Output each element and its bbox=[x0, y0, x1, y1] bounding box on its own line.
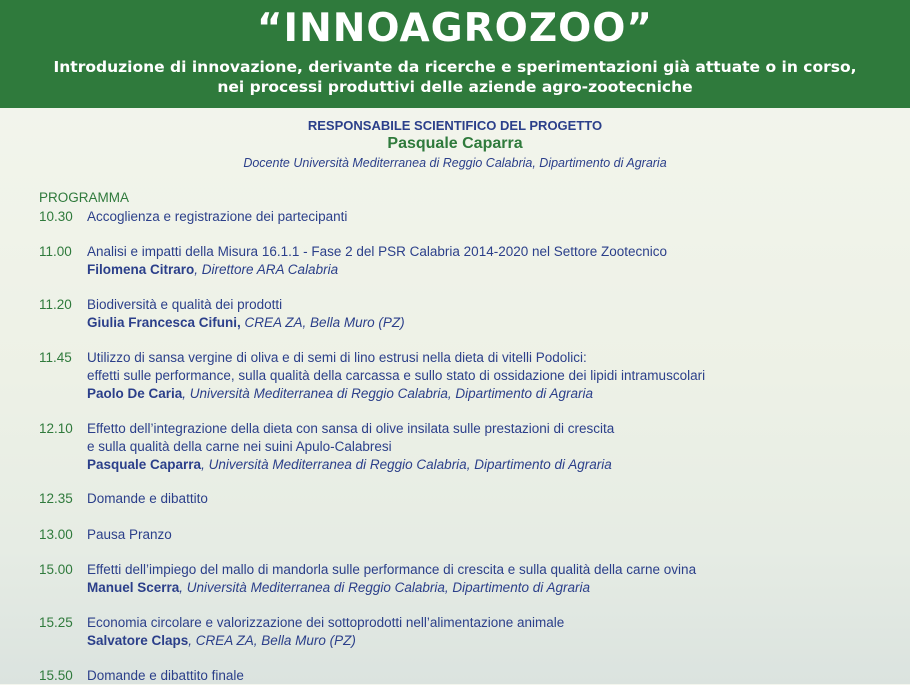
program-time: 15.00 bbox=[39, 562, 73, 577]
header-banner bbox=[0, 0, 910, 108]
program-description bbox=[87, 349, 705, 403]
program-time: 15.25 bbox=[39, 615, 73, 630]
program-description-line: Domande e dibattito finale bbox=[87, 668, 244, 683]
speaker-name: Manuel Scerra bbox=[87, 580, 180, 595]
program-description-line: e sulla qualità della carne nei suini Apulo-Calabresi bbox=[87, 439, 392, 454]
program-time: 11.20 bbox=[39, 297, 72, 312]
program-description-line: Utilizzo di sansa vergine di oliva e di semi di lino estrusi nella dieta di vitelli Podolici: bbox=[87, 350, 587, 365]
speaker-name: Giulia Francesca Cifuni, bbox=[87, 315, 241, 330]
program-description-line: Pausa Pranzo bbox=[87, 527, 172, 542]
program-description bbox=[87, 243, 667, 279]
program-speaker bbox=[87, 261, 667, 279]
speaker-affiliation: CREA ZA, Bella Muro (PZ) bbox=[240, 315, 405, 330]
speaker-name: Filomena Citraro bbox=[87, 262, 195, 277]
subtitle-line-2: nei processi produttivi delle aziende agro-zootecniche bbox=[217, 78, 693, 96]
program-description-line: Accoglienza e registrazione dei partecipanti bbox=[87, 209, 348, 224]
scientific-lead-name: Pasquale Caparra bbox=[387, 135, 523, 152]
program-speaker bbox=[87, 456, 614, 474]
program-time: 10.30 bbox=[39, 209, 73, 224]
program-description bbox=[87, 296, 405, 332]
program-time: 12.10 bbox=[39, 421, 73, 436]
speaker-affiliation: , Direttore ARA Calabria bbox=[194, 262, 339, 277]
program-description bbox=[87, 420, 614, 474]
program-description-line: Effetto dell’integrazione della dieta con sansa di olive insilata sulle prestazioni di crescita bbox=[87, 421, 615, 436]
program-speaker bbox=[87, 579, 696, 597]
program-description-line: Analisi e impatti della Misura 16.1.1 - Fase 2 del PSR Calabria 2014-2020 nel Settore Zootecnico bbox=[87, 244, 668, 259]
program-description bbox=[87, 526, 172, 544]
event-subtitle bbox=[0, 57, 910, 97]
program-time: 13.00 bbox=[39, 527, 73, 542]
program-description bbox=[87, 614, 564, 650]
speaker-affiliation: , Università Mediterranea di Reggio Calabria, Dipartimento di Agraria bbox=[201, 457, 612, 472]
speaker-name: Pasquale Caparra bbox=[87, 457, 202, 472]
speaker-name: Salvatore Claps bbox=[87, 633, 189, 648]
program-description-line: Effetti dell’impiego del mallo di mandorla sulle performance di crescita e sulla qualità della carne ovina bbox=[87, 562, 697, 577]
program-description-line: Domande e dibattito bbox=[87, 491, 208, 506]
subtitle-line-1: Introduzione di innovazione, derivante da ricerche e sperimentazioni già attuate o in corso, bbox=[53, 58, 857, 76]
program-time: 15.50 bbox=[39, 668, 73, 683]
program-description bbox=[87, 490, 208, 508]
program-speaker bbox=[87, 385, 705, 403]
program-time: 11.00 bbox=[39, 244, 72, 259]
speaker-affiliation: , CREA ZA, Bella Muro (PZ) bbox=[188, 633, 356, 648]
program-description bbox=[87, 561, 696, 597]
program-speaker bbox=[87, 632, 564, 650]
program-time: 11.45 bbox=[39, 350, 72, 365]
speaker-affiliation: , Università Mediterranea di Reggio Calabria, Dipartimento di Agraria bbox=[179, 580, 590, 595]
program-description-line: effetti sulle performance, sulla qualità della carcassa e sullo stato di ossidazione dei lipidi intramuscolari bbox=[87, 368, 706, 383]
scientific-lead-label: RESPONSABILE SCIENTIFICO DEL PROGETTO bbox=[307, 118, 603, 133]
program-speaker bbox=[87, 314, 405, 332]
speaker-affiliation: , Università Mediterranea di Reggio Calabria, Dipartimento di Agraria bbox=[182, 386, 593, 401]
speaker-name: Paolo De Caria bbox=[87, 386, 183, 401]
scientific-lead-role: Docente Università Mediterranea di Reggio Calabria, Dipartimento di Agraria bbox=[243, 156, 667, 170]
program-description bbox=[87, 208, 347, 226]
program-heading: PROGRAMMA bbox=[39, 190, 130, 205]
event-title: “INNOAGROZOO” bbox=[256, 6, 654, 51]
program-description-line: Biodiversità e qualità dei prodotti bbox=[87, 297, 283, 312]
program-description bbox=[87, 667, 244, 685]
program-description-line: Economia circolare e valorizzazione dei sottoprodotti nell’alimentazione animale bbox=[87, 615, 565, 630]
program-time: 12.35 bbox=[39, 491, 73, 506]
